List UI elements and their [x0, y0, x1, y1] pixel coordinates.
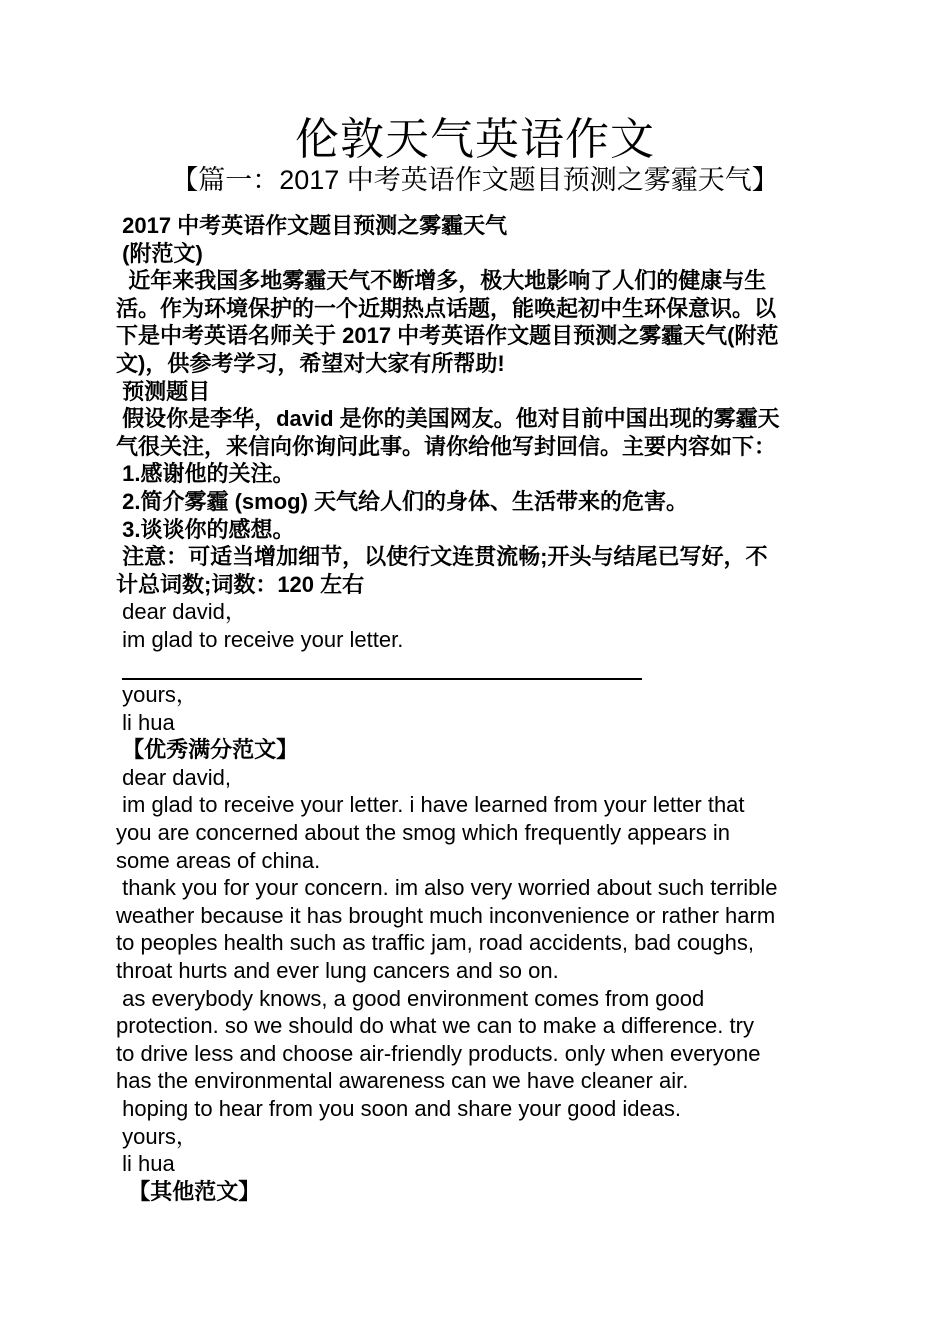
essay-closing: yours， [116, 1123, 198, 1149]
intro-paragraph: 文)，供参考学习，希望对大家有所帮助! [116, 350, 505, 376]
essay-paragraph: to drive less and choose air-friendly products. only when everyone [116, 1040, 761, 1066]
essay-paragraph: hoping to hear from you soon and share your good ideas. [116, 1096, 682, 1121]
intro-paragraph: 活。作为环境保护的一个近期热点话题，能唤起初中生环保意识。以 [116, 295, 777, 321]
prompt-note: 注意：可适当增加细节，以使行文连贯流畅;开头与结尾已写好，不 [116, 544, 768, 570]
essay-paragraph: some areas of china. [116, 847, 321, 873]
section-heading: 2017 中考英语作文题目预测之雾霾天气 [116, 213, 508, 238]
intro-paragraph: 近年来我国多地雾霾天气不断增多，极大地影响了人们的健康与生 [116, 268, 767, 294]
prompt-point: 3.谈谈你的感想。 [116, 516, 295, 542]
essay-paragraph: you are concerned about the smog which frequently appears in [116, 820, 730, 846]
intro-paragraph: 下是中考英语名师关于 2017 中考英语作文题目预测之雾霾天气(附范 [116, 323, 779, 349]
essay-paragraph: as everybody knows, a good environment comes from good [116, 985, 705, 1011]
prompt-point: 2.简介雾霾 (smog) 天气给人们的身体、生活带来的危害。 [116, 488, 689, 514]
letter-closing: yours， [116, 682, 198, 708]
essay-paragraph: throat hurts and ever lung cancers and so on. [116, 958, 559, 984]
essay-paragraph: im glad to receive your letter. i have learned from your letter that [116, 792, 745, 818]
essay-paragraph: protection. so we should do what we can to make a difference. try [116, 1013, 754, 1039]
prompt-paragraph: 气很关注，来信向你询问此事。请你给他写封回信。主要内容如下： [116, 433, 777, 459]
letter-greeting: dear david， [116, 599, 247, 625]
document-subtitle: 【篇一：2017 中考英语作文题目预测之雾霾天气】 [171, 165, 779, 195]
prompt-heading: 预测题目 [116, 378, 211, 404]
document-title: 伦敦天气英语作文 [295, 115, 655, 164]
essay-paragraph: has the environmental awareness can we have cleaner air. [116, 1068, 689, 1094]
answer-blank-line [116, 654, 836, 682]
essay-signature: li hua [116, 1151, 175, 1177]
essay-paragraph: to peoples health such as traffic jam, road accidents, bad coughs, [116, 930, 754, 956]
section-heading-note: (附范文) [116, 240, 203, 266]
letter-opening: im glad to receive your letter. [116, 626, 404, 652]
prompt-note: 计总词数;词数：120 左右 [116, 571, 365, 597]
essay-paragraph: thank you for your concern. im also very worried about such terrible [116, 875, 778, 901]
essay-greeting: dear david, [116, 764, 231, 790]
prompt-point: 1.感谢他的关注。 [116, 461, 295, 487]
prompt-paragraph: 假设你是李华，david 是你的美国网友。他对目前中国出现的雾霾天 [116, 406, 780, 432]
document-body [116, 212, 836, 1205]
letter-signature: li hua [116, 709, 175, 735]
other-essays-heading: 【其他范文】 [116, 1178, 261, 1204]
essay-paragraph: weather because it has brought much inconvenience or rather harm [116, 902, 776, 928]
model-essay-heading: 【优秀满分范文】 [116, 737, 299, 763]
